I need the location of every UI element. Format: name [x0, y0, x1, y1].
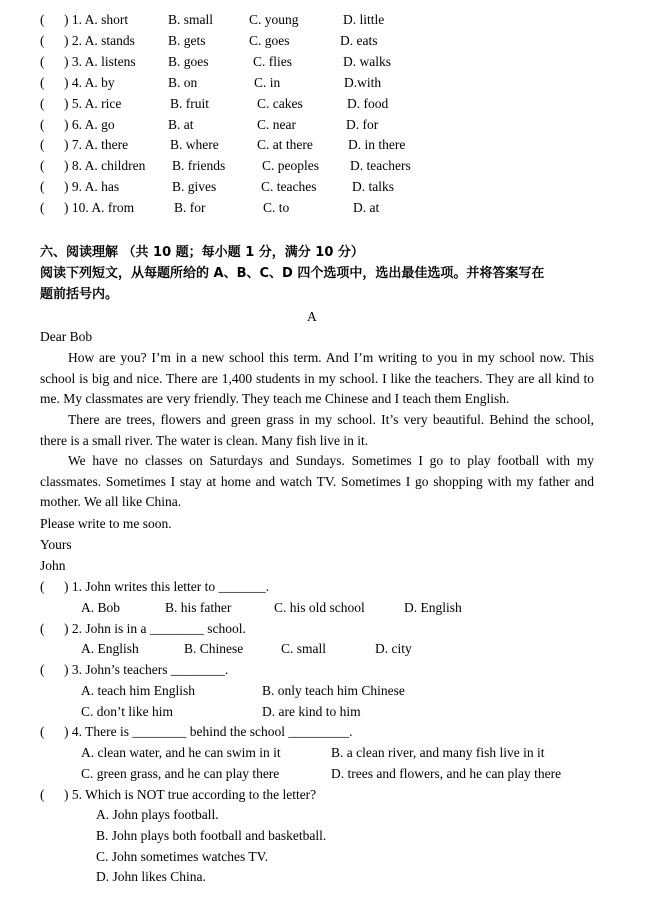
- question-stem: ) 2. John is in a ________ school.: [64, 621, 246, 636]
- option-d: D. English: [404, 600, 462, 615]
- option-a: ) 7. A. there: [64, 137, 129, 152]
- option-c: C. to: [263, 200, 290, 215]
- option-c: C. John sometimes watches TV.: [96, 849, 268, 864]
- option-c: C. cakes: [257, 96, 303, 111]
- option-d: D. John likes China.: [96, 869, 206, 884]
- answer-paren: (: [40, 33, 45, 48]
- question-stem: ) 5. Which is NOT true according to the letter?: [64, 787, 317, 802]
- option-c: C. in: [254, 75, 281, 90]
- option-a: ) 6. A. go: [64, 117, 115, 132]
- answer-paren: (: [40, 158, 45, 173]
- answer-paren: (: [40, 137, 45, 152]
- section-heading: 六、阅读理解 （共 10 题；每小题 1 分，满分 10 分）: [40, 245, 364, 260]
- answer-paren: (: [40, 12, 45, 27]
- option-c: C. don’t like him: [81, 704, 174, 719]
- option-d: D. in there: [348, 137, 406, 152]
- option-c: C. small: [281, 641, 327, 656]
- option-b: B. gets: [168, 33, 206, 48]
- letter-sign-off: Yours: [40, 537, 72, 552]
- option-c: C. peoples: [262, 158, 319, 173]
- option-d: D. are kind to him: [262, 704, 361, 719]
- answer-paren: (: [40, 75, 45, 90]
- letter-closing: Please write to me soon.: [40, 516, 172, 531]
- option-d: D. city: [375, 641, 412, 656]
- answer-paren: (: [40, 96, 45, 111]
- option-b: B. at: [168, 117, 194, 132]
- option-d: D. trees and flowers, and he can play there: [331, 766, 562, 781]
- option-b: B. small: [168, 12, 214, 27]
- option-d: D. at: [353, 200, 380, 215]
- option-a: A. teach him English: [81, 683, 195, 698]
- option-b: B. fruit: [170, 96, 209, 111]
- answer-paren: (: [40, 662, 45, 677]
- option-b: B. gives: [172, 179, 217, 194]
- section-instruction: 阅读下列短文，从每题所给的 A、B、C、D 四个选项中，选出最佳选项。并将答案写在: [40, 266, 545, 281]
- option-d: D. talks: [352, 179, 394, 194]
- option-d: D. walks: [343, 54, 391, 69]
- option-c: C. young: [249, 12, 299, 27]
- answer-paren: (: [40, 579, 45, 594]
- option-a: ) 8. A. children: [64, 158, 146, 173]
- option-c: C. his old school: [274, 600, 365, 615]
- option-b: B. on: [168, 75, 198, 90]
- option-a: A. English: [81, 641, 139, 656]
- letter-signature: John: [40, 558, 66, 573]
- question-stem: ) 3. John’s teachers ________.: [64, 662, 229, 677]
- section-instruction-cont: 题前括号内。: [40, 287, 119, 302]
- option-b: B. where: [170, 137, 219, 152]
- answer-paren: (: [40, 621, 45, 636]
- answer-paren: (: [40, 200, 45, 215]
- option-a: A. clean water, and he can swim in it: [81, 745, 281, 760]
- option-c: C. near: [257, 117, 296, 132]
- passage-paragraph-1: How are you? I’m in a new school this term. And I’m writing to you in my school now. This school is big and nice. There are 1,400 students in my school. I like the teachers. They are all kind to me. My classmates are very friendly. They teach me Chinese and I teach them English.: [40, 350, 594, 407]
- option-d: D.with: [344, 75, 382, 90]
- question-stem: ) 1. John writes this letter to _______.: [64, 579, 270, 594]
- passage-paragraph-2: There are trees, flowers and green grass in my school. It’s very beautiful. Behind the school, there is a small river. The water is clean. Many fish live in it.: [40, 412, 594, 448]
- answer-paren: (: [40, 179, 45, 194]
- option-b: B. only teach him Chinese: [262, 683, 405, 698]
- option-b: B. friends: [172, 158, 226, 173]
- question-stem: ) 4. There is ________ behind the school _________.: [64, 724, 353, 739]
- option-c: C. green grass, and he can play there: [81, 766, 280, 781]
- option-c: C. teaches: [261, 179, 317, 194]
- option-a: ) 10. A. from: [64, 200, 135, 215]
- option-a: ) 1. A. short: [64, 12, 129, 27]
- option-a: ) 3. A. listens: [64, 54, 136, 69]
- option-a: A. Bob: [81, 600, 121, 615]
- option-b: B. a clean river, and many fish live in it: [331, 745, 545, 760]
- option-a: ) 5. A. rice: [64, 96, 122, 111]
- option-a: A. John plays football.: [96, 807, 219, 822]
- answer-paren: (: [40, 54, 45, 69]
- answer-paren: (: [40, 787, 45, 802]
- option-c: C. flies: [253, 54, 292, 69]
- option-b: B. John plays both football and basketball.: [96, 828, 327, 843]
- option-c: C. at there: [257, 137, 313, 152]
- option-d: D. food: [347, 96, 389, 111]
- answer-paren: (: [40, 117, 45, 132]
- option-a: ) 9. A. has: [64, 179, 120, 194]
- option-d: D. eats: [340, 33, 378, 48]
- option-d: D. for: [346, 117, 379, 132]
- passage-label: A: [307, 309, 317, 324]
- option-d: D. little: [343, 12, 385, 27]
- option-c: C. goes: [249, 33, 290, 48]
- option-a: ) 4. A. by: [64, 75, 115, 90]
- option-b: B. Chinese: [184, 641, 244, 656]
- option-b: B. his father: [165, 600, 232, 615]
- letter-greeting: Dear Bob: [40, 329, 93, 344]
- passage-paragraph-3: We have no classes on Saturdays and Sundays. Sometimes I go to play football with my classmates. Sometimes I stay at home and watch TV. Sometimes I go shopping with my father and mother. We all like China.: [40, 453, 594, 510]
- option-a: ) 2. A. stands: [64, 33, 135, 48]
- option-b: B. for: [174, 200, 206, 215]
- option-d: D. teachers: [350, 158, 411, 173]
- answer-paren: (: [40, 724, 45, 739]
- option-b: B. goes: [168, 54, 209, 69]
